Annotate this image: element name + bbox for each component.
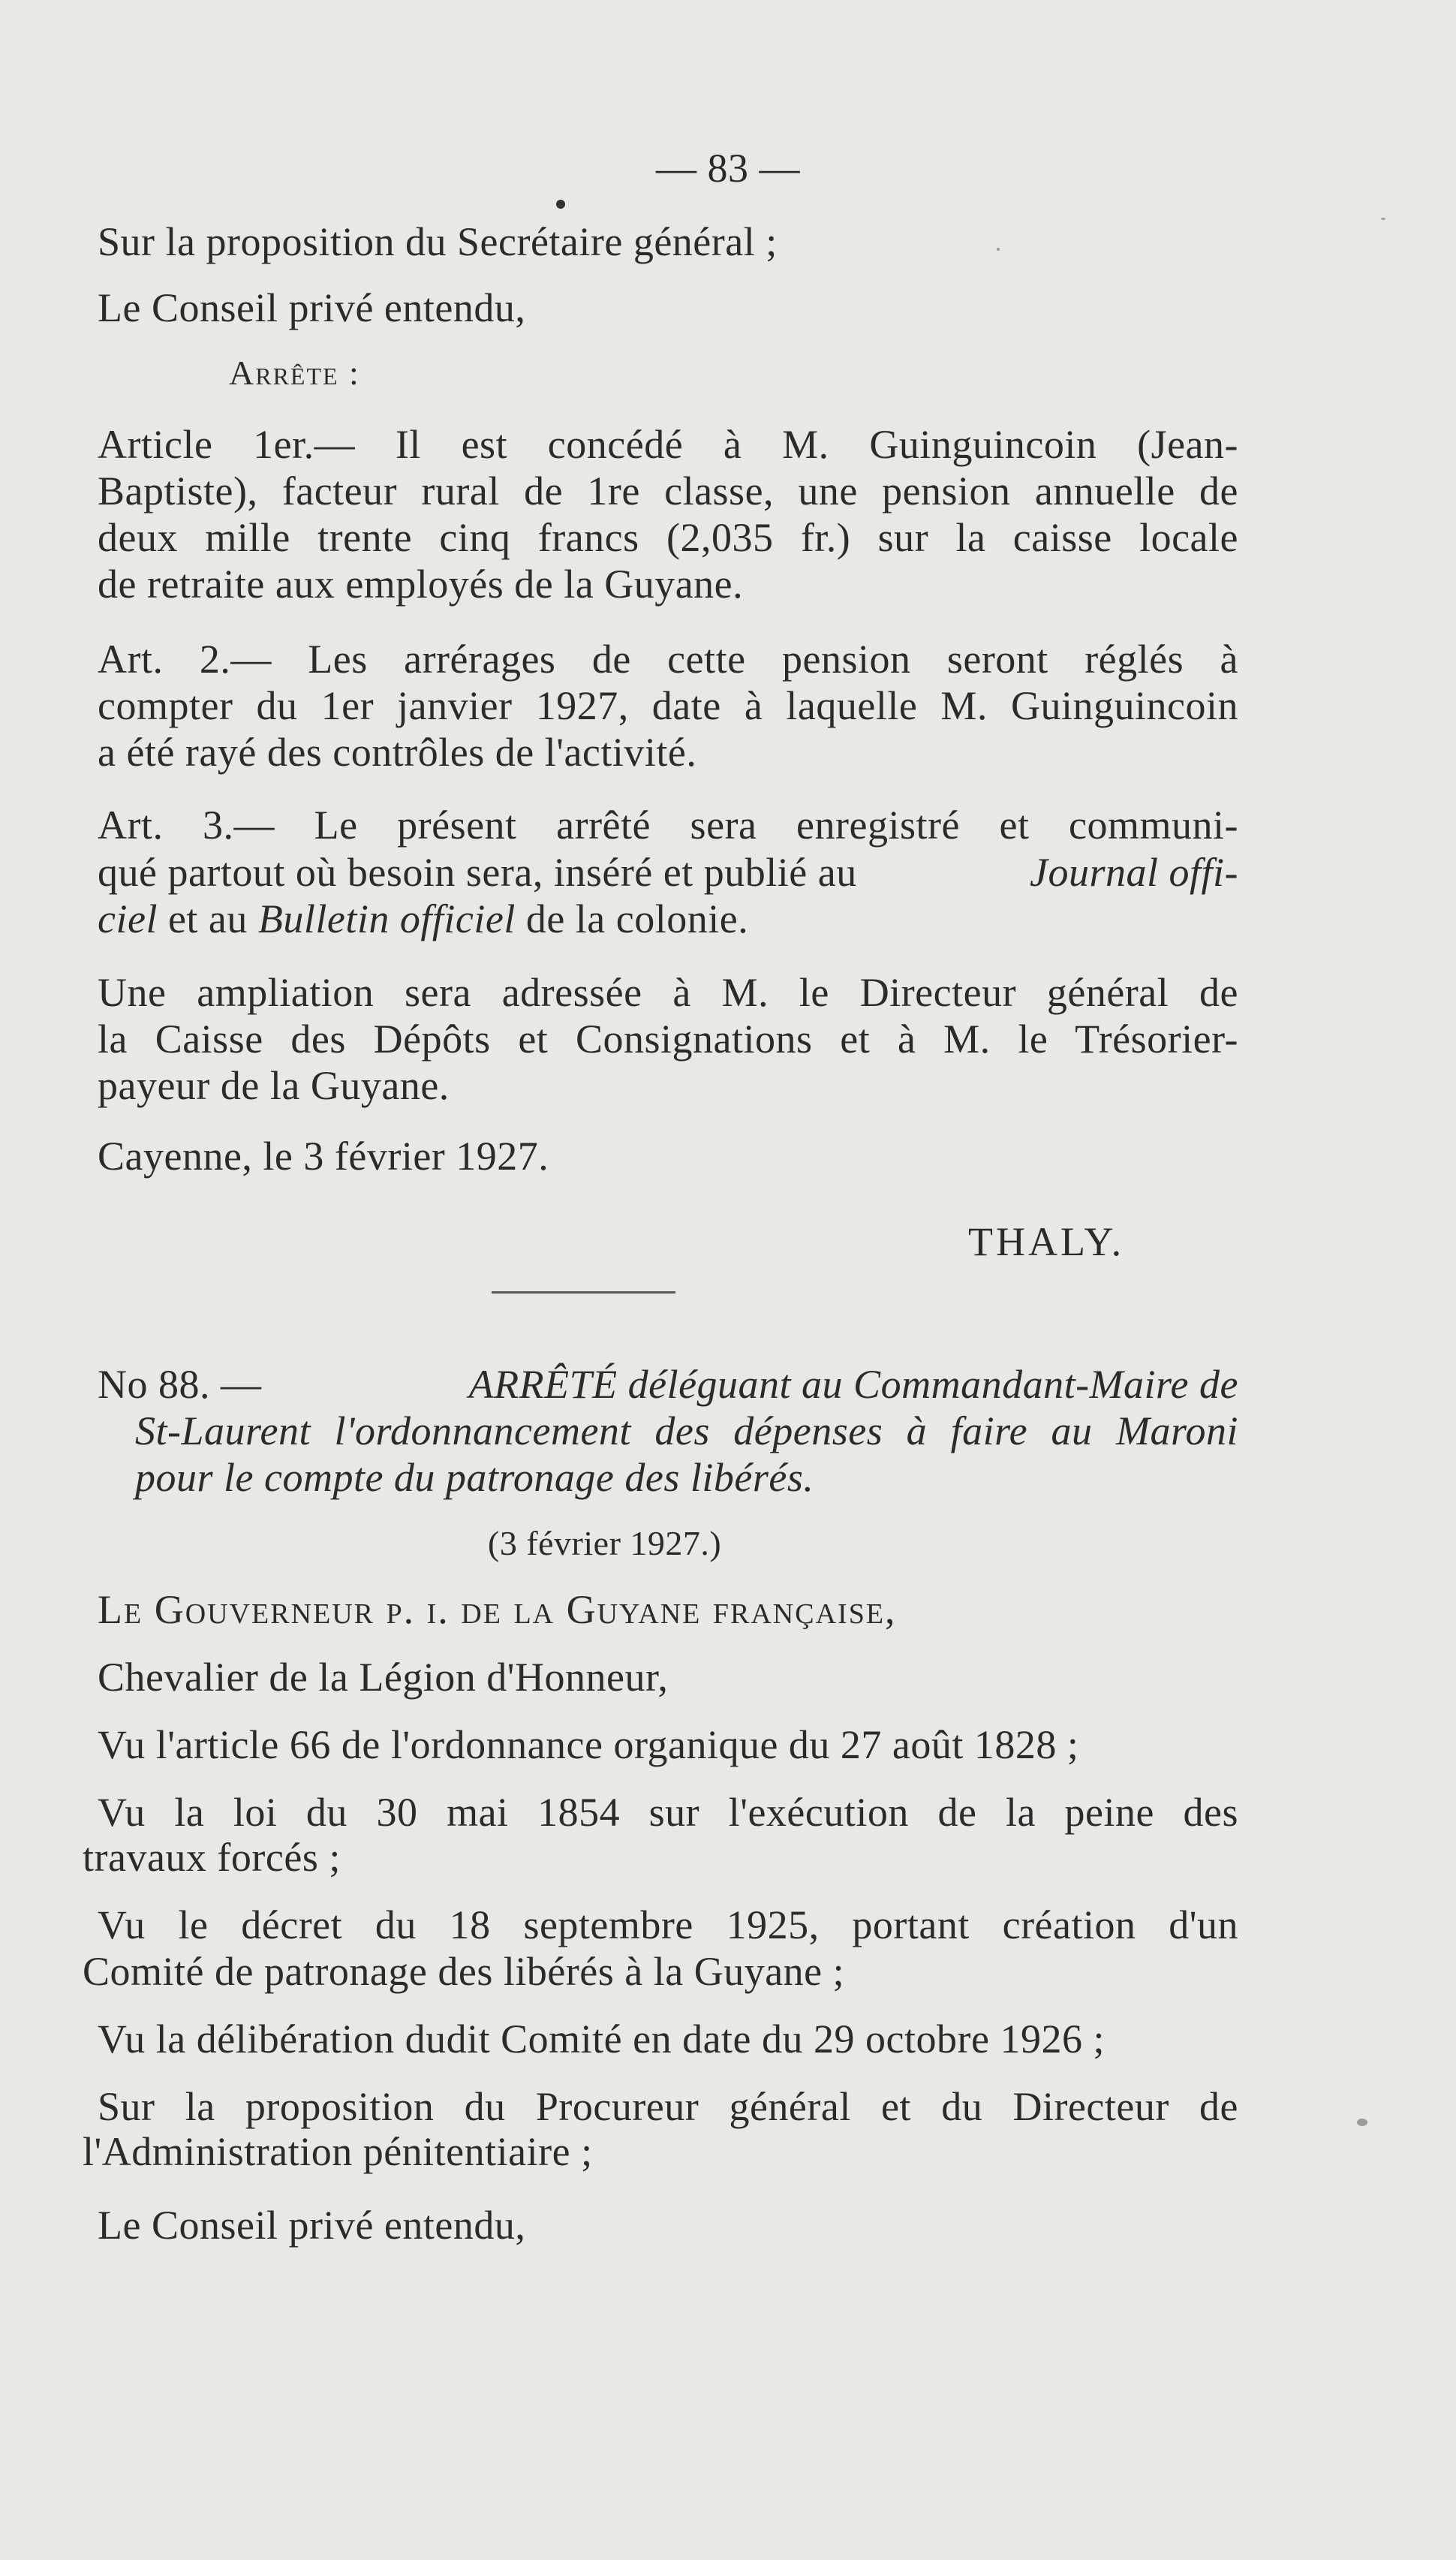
article-3-line-1: Art. 3.— Le présent arrêté sera enregistré et communi-: [98, 803, 1238, 848]
decree-title-start: ARRÊTÉ déléguant au Commandant-Maire de: [468, 1362, 1238, 1407]
article-1-line-3: deux mille trente cinq francs (2,035 fr.) sur la caisse locale: [98, 515, 1238, 560]
article-3-connector: et au: [167, 896, 248, 941]
gouverneur-text: Le Gouverneur p. i. de la Guyane française,: [98, 1587, 897, 1632]
article-3-text: qué partout où besoin sera, inséré et publié au: [98, 850, 857, 895]
article-3-colonie: de la colonie.: [525, 896, 749, 941]
conseil-entendu: Le Conseil privé entendu,: [98, 2203, 526, 2248]
article-1-line-2: Baptiste), facteur rural de 1re classe, une pension annuelle de: [98, 468, 1238, 514]
decree-heading-line-2: St-Laurent l'ordonnancement des dépenses à faire au Maroni: [135, 1408, 1238, 1453]
decree-heading-line-1: [98, 1360, 1238, 1408]
proposition-procureur-line-1: Sur la proposition du Procureur général et du Directeur de: [98, 2084, 1238, 2129]
ink-dot: [556, 200, 565, 209]
signature: THALY.: [968, 1219, 1125, 1264]
article-2-line-3: a été rayé des contrôles de l'activité.: [98, 730, 697, 775]
paper-speck: [997, 248, 1000, 251]
decree-heading-line-3: pour le compte du patronage des libérés.: [135, 1455, 814, 1500]
ampliation-line-1: Une ampliation sera adressée à M. le Directeur général de: [98, 970, 1238, 1015]
article-3-line-3: [98, 895, 748, 943]
vu-decret-line-2: Comité de patronage des libérés à la Guyane ;: [83, 1949, 845, 1994]
article-3-line-2: [98, 848, 1238, 896]
conseil-line: Le Conseil privé entendu,: [98, 285, 526, 330]
vu-deliberation: Vu la délibération dudit Comité en date du 29 octobre 1926 ;: [98, 2016, 1105, 2062]
chevalier-line: Chevalier de la Légion d'Honneur,: [98, 1655, 669, 1700]
journal-officiel-title-end: ciel: [98, 896, 158, 941]
vu-article-66: Vu l'article 66 de l'ordonnance organique du 27 août 1828 ;: [98, 1722, 1079, 1767]
page-number: — 83 —: [656, 146, 800, 191]
arrete-heading: Arrête :: [229, 354, 360, 392]
paper-speck: [1357, 2119, 1367, 2126]
section-divider: [492, 1291, 675, 1294]
article-2-line-1: Art. 2.— Les arrérages de cette pension seront réglés à: [98, 637, 1238, 682]
article-2-line-2: compter du 1er janvier 1927, date à laquelle M. Guinguincoin: [98, 683, 1238, 728]
vu-decret-line-1: Vu le décret du 18 septembre 1925, portant création d'un: [98, 1902, 1238, 1947]
article-1-line-4: de retraite aux employés de la Guyane.: [98, 562, 744, 607]
decree-date: (3 février 1927.): [488, 1524, 722, 1562]
decree-number: No 88. —: [98, 1362, 262, 1407]
proposition-procureur-line-2: l'Administration pénitentiaire ;: [83, 2129, 593, 2174]
place-date: Cayenne, le 3 février 1927.: [98, 1134, 549, 1179]
article-1-line-1: Article 1er.— Il est concédé à M. Guinguincoin (Jean-: [98, 422, 1238, 467]
proposition-line: Sur la proposition du Secrétaire général ;: [98, 219, 778, 264]
bulletin-officiel-title: Bulletin officiel: [257, 896, 516, 941]
ampliation-line-2: la Caisse des Dépôts et Consignations et à M. le Trésorier-: [98, 1016, 1238, 1062]
gouverneur-line: [98, 1586, 897, 1634]
vu-loi-line-2: travaux forcés ;: [83, 1835, 341, 1880]
vu-loi-line-1: Vu la loi du 30 mai 1854 sur l'exécution de la peine des: [98, 1790, 1238, 1835]
paper-speck: [1381, 218, 1385, 220]
journal-officiel-title: Journal offi-: [1030, 850, 1238, 895]
ampliation-line-3: payeur de la Guyane.: [98, 1063, 450, 1108]
